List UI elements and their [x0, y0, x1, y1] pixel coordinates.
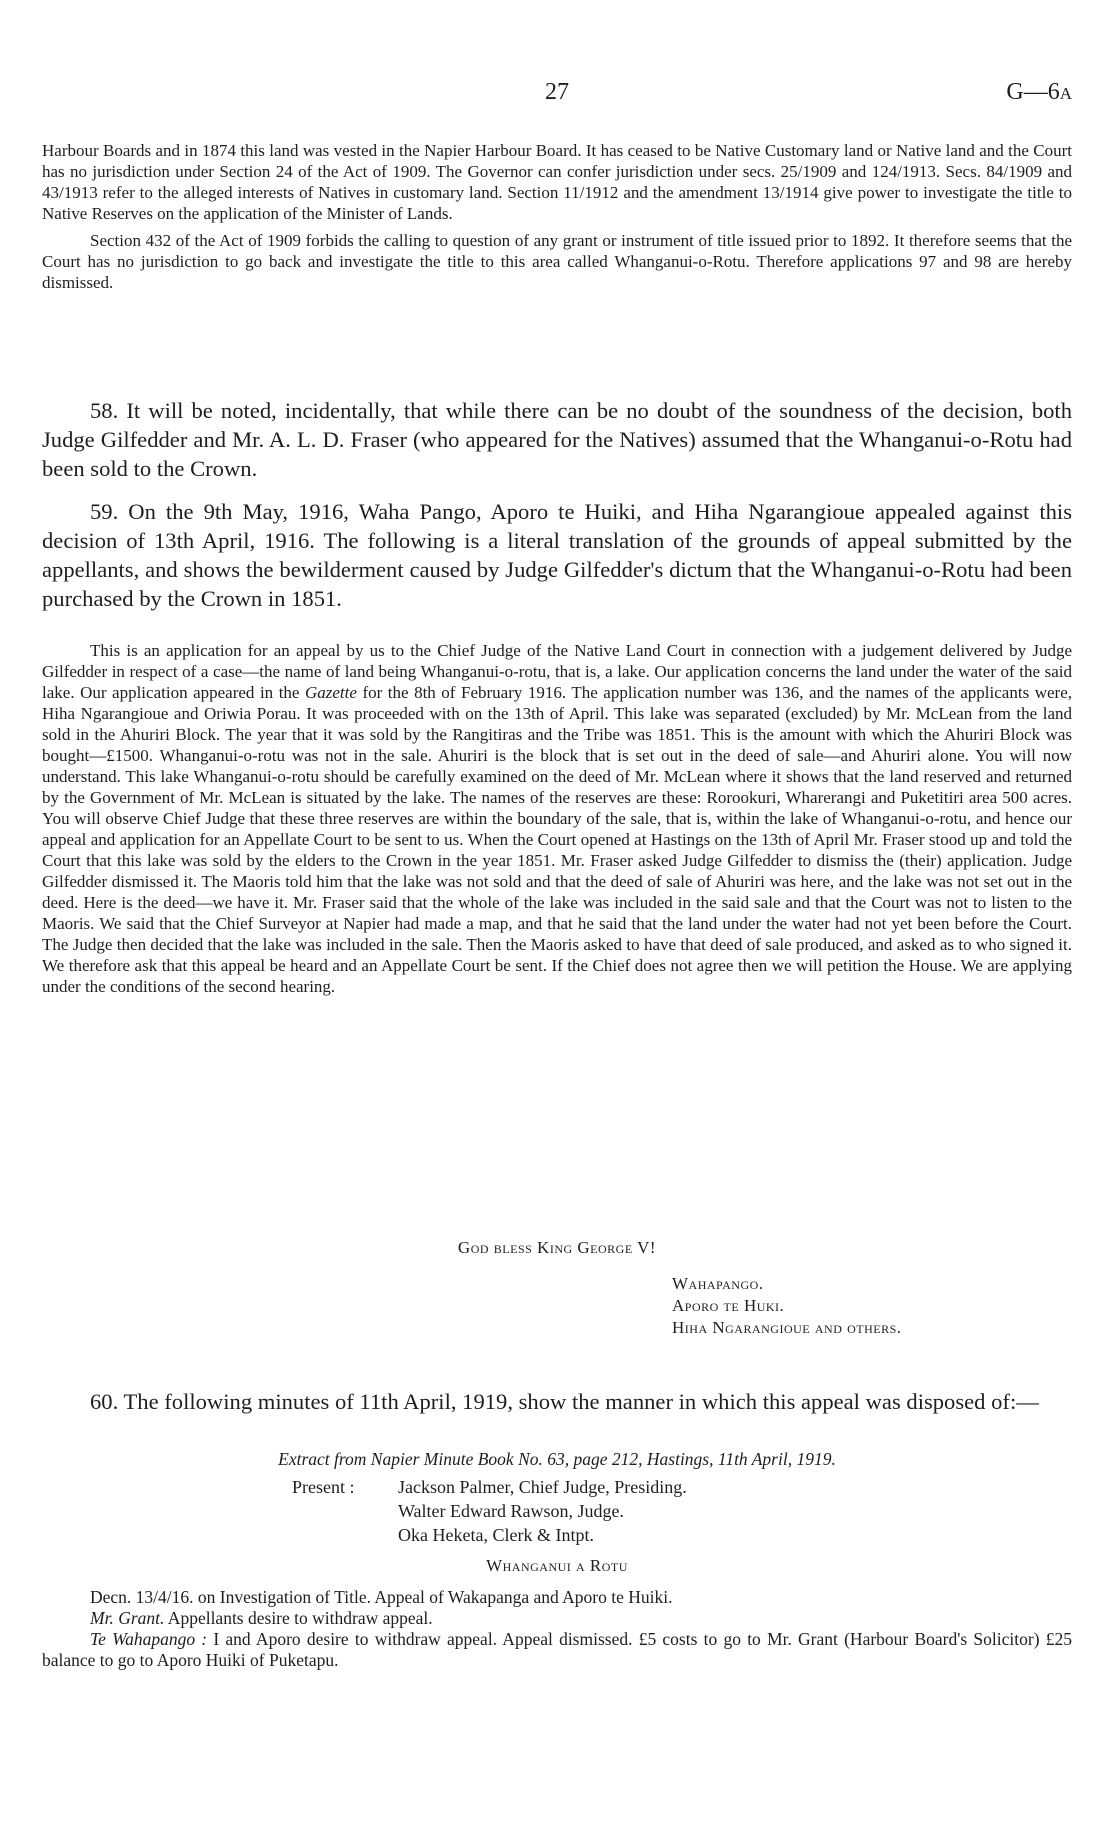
blessing: God bless King George V!	[457, 1238, 657, 1257]
paragraph-58	[42, 396, 1072, 483]
gazette-title: Gazette	[304, 683, 357, 702]
present-line	[292, 1475, 687, 1499]
appeal-translation-text	[42, 640, 1072, 997]
page-number: 27	[545, 79, 569, 105]
signatory: Hiha Ngarangioue and others.	[672, 1318, 902, 1337]
minutes-line	[42, 1629, 1072, 1671]
speaker-text: Appellants desire to withdraw appeal.	[164, 1608, 433, 1628]
speaker-name: Mr. Grant.	[90, 1608, 165, 1628]
intro-paragraph: Harbour Boards and in 1874 this land was vested in the Napier Harbour Board. It has ceased to be Native Customary land or Native land and the Court has no jurisdiction under Section 24 of the Act of 1909. The Governor can confer jurisdiction under secs. 25/1909 and 124/1913. Secs. 84/1909 and 43/1913 refer to the alleged interests of Natives in customary land. Section 11/1912 and the amendment 13/1914 give power to investigate the title to Native Reserves on the application of the Minister of Lands.	[42, 141, 1072, 223]
document-reference-main: G—6	[1006, 79, 1060, 105]
appeal-text-part-1: This is an application for an appeal by us to the Chief Judge of the Native Land Court in connection with a judgement delivered by Judge Gilfedder in respect of a case—the name of land being Whanganui-o-rotu, that is, a lake. Our application concerns the land under the water of the said lake. Our application appeared in the	[42, 641, 1072, 702]
paragraph-60-text: 60. The following minutes of 11th April, 1919, show the manner in which this appeal was disposed of:—	[90, 1389, 1039, 1414]
paragraph-59	[42, 497, 1072, 613]
minutes-line	[42, 1608, 1072, 1629]
extract-heading: Extract from Napier Minute Book No. 63, page 212, Hastings, 11th April, 1919.	[278, 1449, 836, 1469]
minutes	[42, 1587, 1072, 1671]
present-member: Oka Heketa, Clerk & Intpt.	[398, 1525, 594, 1545]
signatory: Aporo te Huki.	[672, 1296, 785, 1315]
present-label: Present :	[292, 1477, 355, 1497]
document-reference-suffix: A	[1059, 84, 1072, 103]
present-list	[292, 1475, 687, 1547]
minutes-line: Decn. 13/4/16. on Investigation of Title. Appeal of Wakapanga and Aporo te Huiki.	[90, 1587, 673, 1607]
intro-text	[42, 140, 1072, 293]
paragraph-59-text: 59. On the 9th May, 1916, Waha Pango, Aporo te Huiki, and Hiha Ngarangioue appealed against this decision of 13th April, 1916. The following is a literal translation of the grounds of appeal submitted by the appellants, and shows the bewilderment caused by Judge Gilfedder's dictum that the Whanganui-o-Rotu had been purchased by the Crown in 1851.	[42, 499, 1072, 611]
appeal-text-part-2: for the 8th of February 1916. The application number was 136, and the names of the applicants were, Hiha Ngarangioue and Oriwia Porau. It was proceeded with on the 13th of April. This lake was separated (excluded) by Mr. McLean from the land sold in the Ahuriri Block. The year that it was sold by the Rangitiras and the Tribe was 1851. This is the amount with which the Ahuriri Block was bought—£1500. Whanganui-o-rotu was not in the sale. Ahuriri is the block that is set out in the deed of sale—and Ahuriri alone. You will now understand. This lake Whanganui-o-rotu should be carefully examined on the deed of Mr. McLean where it shows that the land reserved and returned by the Government of Mr. McLean is situated by the lake. The names of the reserves are these: Rorookuri, Wharerangi and Puketitiri area 500 acres. You will observe Chief Judge that these three reserves are within the boundary of the sale, that is, within the lake of Whanganui-o-rotu, and hence our appeal and application for an Appellate Court to be sent to us. When the Court opened at Hastings on the 13th of April Mr. Fraser stood up and told the Court that this lake was sold by the elders to the Crown in the year 1851. Mr. Fraser asked Judge Gilfedder to dismiss the (their) application. Judge Gilfedder dismissed it. The Maoris told him that the lake was not sold and that the deed of sale of Ahuriri was here, and the lake was not set out in the deed. Here is the deed—we have it. Mr. Fraser said that the whole of the lake was included in the said sale and that the Court was not to listen to the Maoris. We said that the Chief Surveyor at Napier had made a map, and that he said that the land under the water had not yet been before the Court. The Judge then decided that the lake was included in the sale. Then the Maoris asked to have that deed of sale produced, and asked as to who signed it. We therefore ask that this appeal be heard and an Appellate Court be sent. If the Chief does not agree then we will petition the House. We are applying under the conditions of the second hearing.	[42, 683, 1072, 996]
present-member: Walter Edward Rawson, Judge.	[398, 1501, 624, 1521]
speaker-name: Te Wahapango :	[90, 1629, 208, 1649]
paragraph-58-text: 58. It will be noted, incidentally, that while there can be no doubt of the soundness of the decision, both Judge Gilfedder and Mr. A. L. D. Fraser (who appeared for the Natives) assumed that the Whanganui-o-Rotu had been sold to the Crown.	[42, 398, 1072, 481]
case-title: Whanganui a Rotu	[486, 1556, 628, 1575]
signatory: Wahapango.	[672, 1274, 764, 1293]
present-member: Jackson Palmer, Chief Judge, Presiding.	[398, 1477, 687, 1497]
appeal-translation	[42, 640, 1072, 997]
speaker-text: I and Aporo desire to withdraw appeal. Appeal dismissed. £5 costs to go to Mr. Grant (Harbour Board's Solicitor) £25 balance to go to Aporo Huiki of Puketapu.	[42, 1629, 1072, 1670]
intro-paragraph: Section 432 of the Act of 1909 forbids the calling to question of any grant or instrument of title issued prior to 1892. It therefore seems that the Court has no jurisdiction to go back and investigate the title to this area called Whanganui-o-Rotu. Therefore applications 97 and 98 are hereby dismissed.	[42, 231, 1072, 292]
document-reference	[1006, 79, 1072, 106]
paragraph-60	[42, 1387, 1072, 1416]
